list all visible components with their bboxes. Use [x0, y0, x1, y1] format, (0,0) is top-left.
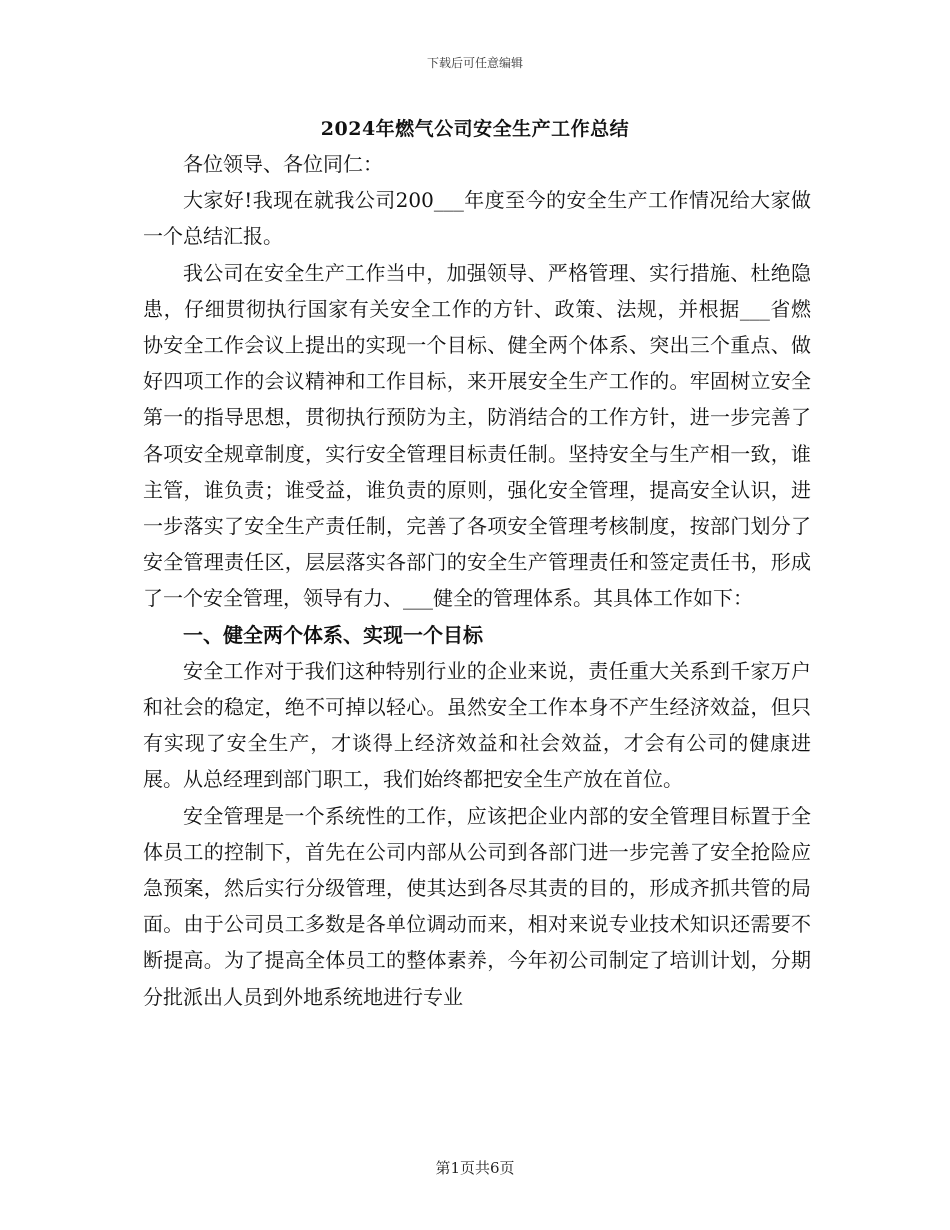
document-title: 2024年燃气公司安全生产工作总结: [320, 118, 630, 140]
section-heading-1: 一、健全两个体系、实现一个目标: [183, 622, 483, 647]
header-note: 下载后可任意编辑: [426, 56, 523, 70]
body-paragraph-2: 安全工作对于我们这种特别行业的企业来说，责任重大关系到千家万户和社会的稳定，绝不可掉以轻心。虽然安全工作本身不产生经济效益，但只有实现了安全生产，才谈得上经济效益和社会效益，才会有公司的健康进展。从总经理到部门职工，我们始终都把安全生产放在首位。: [143, 658, 811, 792]
body-paragraph-1: 我公司在安全生产工作当中，加强领导、严格管理、实行措施、杜绝隐患，仔细贯彻执行国家有关安全工作的方针、政策、法规，并根据___省燃协安全工作会议上提出的实现一个目标、健全两个体系、突出三个重点、做好四项工作的会议精神和工作目标，来开展安全生产工作的。牢固树立安全第一的指导思想，贯彻执行预防为主，防消结合的工作方针，进一步完善了各项安全规章制度，实行安全管理目标责任制。坚持安全与生产相一致，谁主管，谁负责；谁受益，谁负责的原则，强化安全管理，提高安全认识，进一步落实了安全生产责任制，完善了各项安全管理考核制度，按部门划分了安全管理责任区，层层落实各部门的安全生产管理责任和签定责任书，形成了一个安全管理，领导有力、___健全的管理体系。其具体工作如下：: [143, 260, 811, 611]
intro-paragraph: 大家好!我现在就我公司200___年度至今的安全生产工作情况给大家做一个总结汇报。: [143, 188, 811, 249]
document-body: [143, 146, 811, 1015]
page-number-footer: 第1页共6页: [435, 1159, 515, 1177]
body-paragraph-3: 安全管理是一个系统性的工作，应该把企业内部的安全管理目标置于全体员工的控制下，首先在公司内部从公司到各部门进一步完善了安全抢险应急预案，然后实行分级管理，使其达到各尽其责的目的，形成齐抓共管的局面。由于公司员工多数是各单位调动而来，相对来说专业技术知识还需要不断提高。为了提高全体员工的整体素养，今年初公司制定了培训计划，分期分批派出人员到外地系统地进行专业: [143, 803, 811, 1009]
greeting-paragraph: 各位领导、各位同仁：: [183, 152, 383, 176]
